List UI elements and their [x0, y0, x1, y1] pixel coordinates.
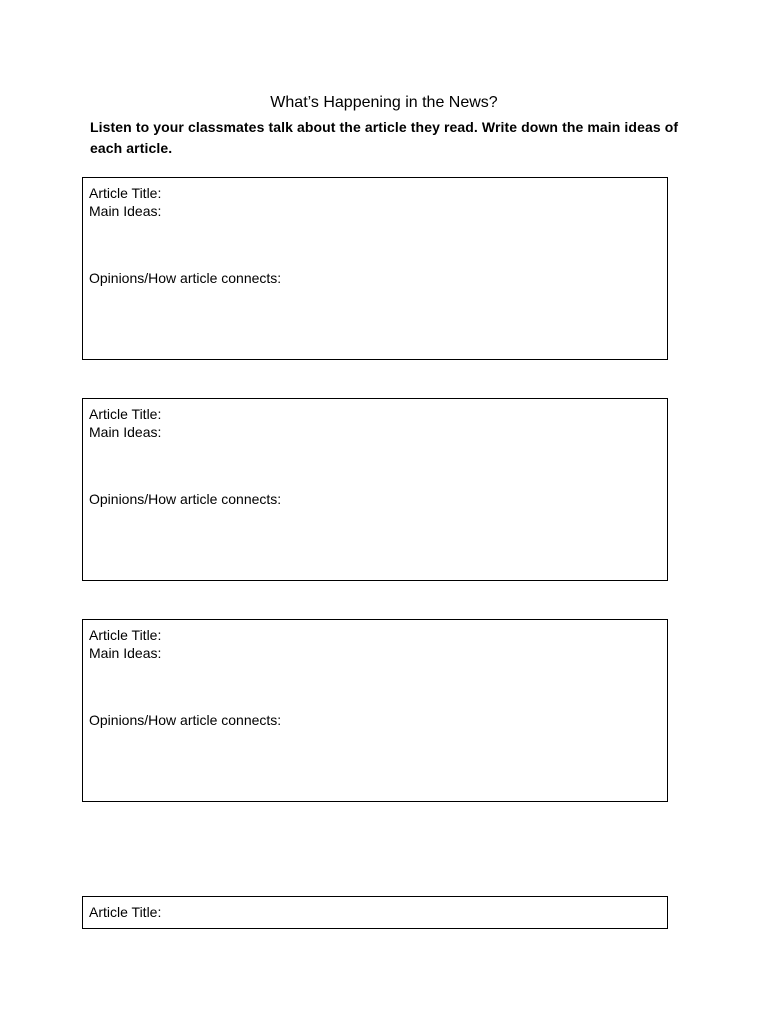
article-title-label: Article Title:: [89, 904, 162, 920]
article-box-2: [82, 398, 668, 581]
page-title: What’s Happening in the News?: [270, 94, 498, 111]
main-ideas-label: Main Ideas:: [89, 424, 162, 440]
article-box-3: [82, 619, 668, 802]
article-title-label: Article Title:: [89, 627, 162, 643]
opinions-label: Opinions/How article connects:: [89, 712, 282, 728]
article-box-1: [82, 177, 668, 360]
instructions: Listen to your classmates talk about the article they read. Write down the main ideas of each article.: [90, 119, 679, 156]
article-title-label: Article Title:: [89, 406, 162, 422]
opinions-label: Opinions/How article connects:: [89, 270, 282, 286]
main-ideas-label: Main Ideas:: [89, 203, 162, 219]
article-box-4: [82, 896, 668, 929]
opinions-label: Opinions/How article connects:: [89, 491, 282, 507]
main-ideas-label: Main Ideas:: [89, 645, 162, 661]
article-title-label: Article Title:: [89, 185, 162, 201]
